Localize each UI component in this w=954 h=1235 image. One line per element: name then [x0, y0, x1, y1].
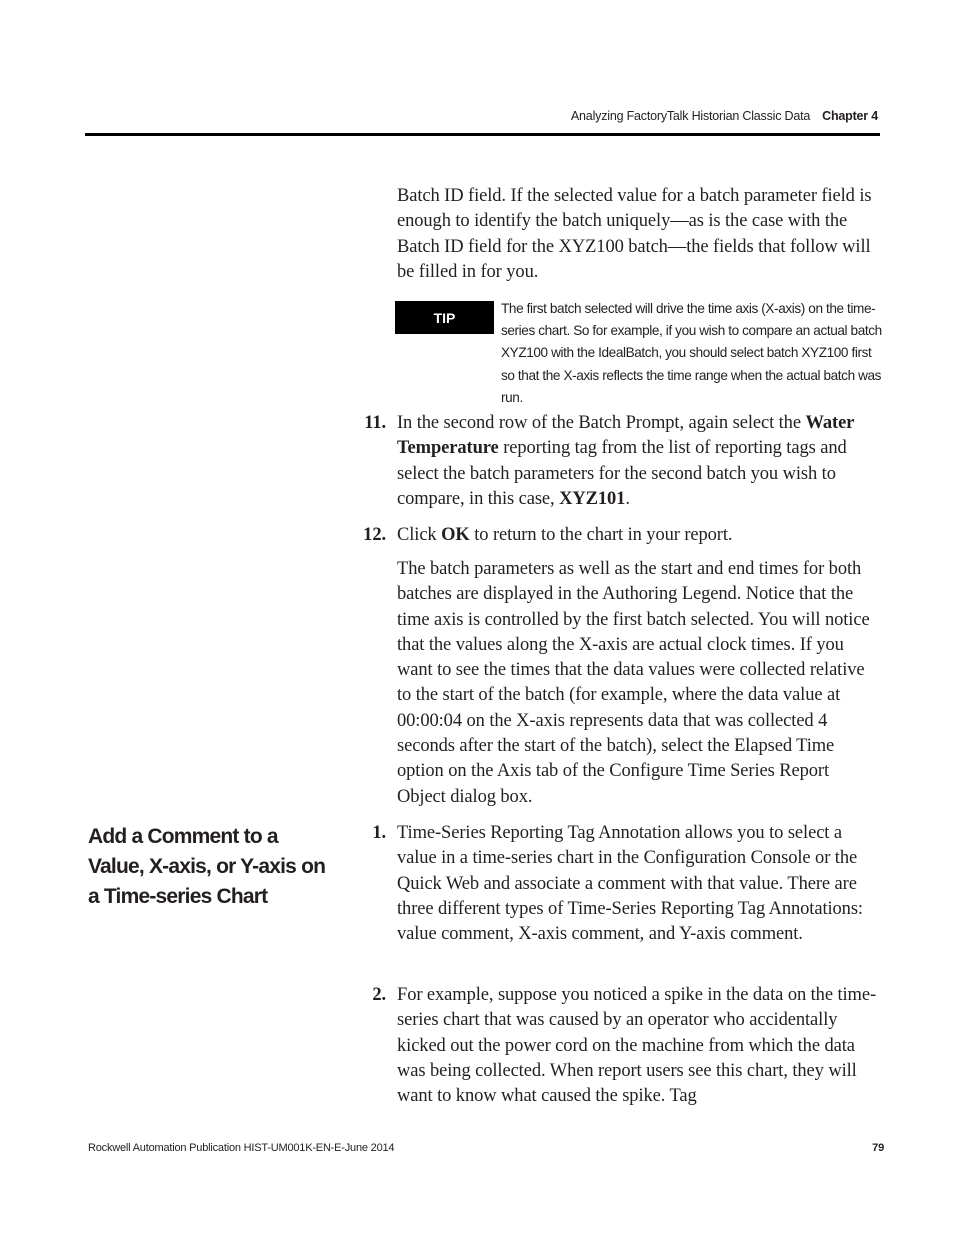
footer-page-number: 79 [872, 1142, 884, 1154]
list-item-2-number: 2. [372, 985, 386, 1005]
step-11-part2: reporting tag from the list of reporting tags and select the batch parameters for the second batch you wish to compare, in this case, [397, 438, 847, 509]
step-12-part2: to return to the chart in your report. [469, 525, 733, 545]
list-item-1-number: 1. [372, 823, 386, 843]
step-11-bold-water-temperature: Water Temperature [397, 413, 854, 459]
header-section-title: Analyzing FactoryTalk Historian Classic Data [570, 109, 811, 123]
step-12-bold-ok: OK [441, 525, 470, 545]
step-11-part3: . [625, 488, 630, 509]
section-heading: Add a Comment to a Value, X-axis, or Y-axis on a Time-series Chart [88, 825, 326, 908]
header-chapter: Chapter 4 [822, 109, 878, 123]
list-item-1-text: Time-Series Reporting Tag Annotation allows you to select a value in a time-series chart in the Configuration Console or the Quick Web and associate a comment with that value. There are three different types of Time-Series Reporting Tag Annotations: value comment, X-axis comment, and Y-axis comment. [397, 823, 863, 945]
step-12-part1: Click [397, 525, 442, 545]
tip-text: The first batch selected will drive the time axis (X-axis) on the time-series chart. So for example, if you wish to compare an actual batch XYZ100 with the IdealBatch, you should select batch XYZ100 first so that the X-axis reflects the time range when the actual batch was run. [501, 301, 882, 405]
step-11-number: 11. [364, 413, 386, 433]
step-11-bold-xyz101: XYZ101 [559, 488, 626, 509]
step-12-number: 12. [363, 525, 386, 545]
list-item-2-text: For example, suppose you noticed a spike in the data on the time-series chart that was caused by an operator who accidentally kicked out the power cord on the machine from which the data was being collected. When report users see this chart, they will want to know what caused the spike. Tag [397, 985, 877, 1107]
intro-paragraph: Batch ID field. If the selected value for a batch parameter field is enough to identify the batch uniquely—as is the case with the Batch ID field for the XYZ100 batch—the fields that follow will be filled in for you. [397, 186, 872, 282]
running-header [571, 109, 878, 123]
step-11-text [397, 411, 882, 512]
step-11-part1: In the second row of the Batch Prompt, again select the [397, 413, 806, 433]
header-rule [85, 133, 880, 136]
tip-label: TIP [395, 301, 494, 334]
footer-publication: Rockwell Automation Publication HIST-UM001K-EN-E-June 2014 [88, 1142, 395, 1154]
step-12-text [397, 523, 882, 548]
batch-paragraph: The batch parameters as well as the start and end times for both batches are displayed in the Authoring Legend. Notice that the time axis is controlled by the first batch selected. You will notice that the values along the X-axis are actual clock times. If you want to see the times that the data values were collected relative to the start of the batch (for example, where the data value at 00:00:04 on the X-axis represents data that was collected 4 seconds after the start of the batch), select the Elapsed Time option on the Axis tab of the Configure Time Series Report Object dialog box. [397, 559, 870, 807]
